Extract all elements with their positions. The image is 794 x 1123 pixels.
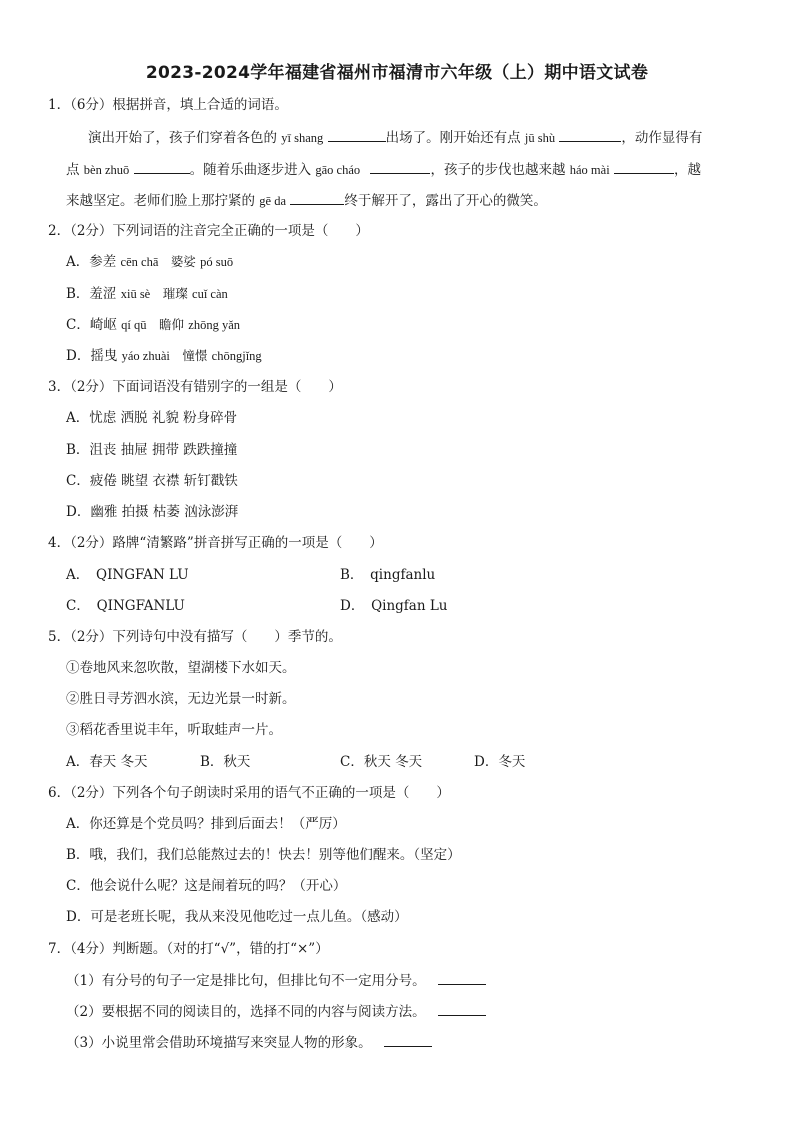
question-2-option-a[interactable]: A．参差 cēn chā 婆娑 pó suō [66,254,234,270]
answer-blank-3[interactable] [134,160,190,174]
question-5-poem-2: ②胜日寻芳泗水滨，无边光景一时新。 [66,691,296,707]
question-4-stem: 4．（2分）路牌“清繁路”拼音拼写正确的一项是（ ） [48,535,383,551]
answer-blank-6[interactable] [290,191,344,205]
pinyin-4: gāo cháo [315,163,361,177]
question-2-option-b[interactable]: B．羞涩 xiū sè 璀璨 cuǐ càn [66,286,228,302]
page-title: 2023-2024学年福建省福州市福清市六年级（上）期中语文试卷 [145,63,649,83]
question-6-option-c[interactable]: C．他会说什么呢？这是闹着玩的吗？（开心） [66,878,347,894]
answer-blank-5[interactable] [614,160,674,174]
question-7-item-1: （1）有分号的句子一定是排比句，但排比句不一定用分号。 [66,971,486,990]
question-2-stem: 2．（2分）下列词语的注音完全正确的一项是（ ） [48,223,369,239]
question-1-line-2: 点 bèn zhuō 。随着乐曲逐步进入 gāo cháo ，孩子的步伐也越来越 háo mài ，越 [66,162,701,178]
answer-blank-1[interactable] [328,128,386,142]
question-4-option-d[interactable]: D． Qingfan Lu [340,598,448,614]
question-4-option-a[interactable]: A． QINGFAN LU [66,567,189,583]
question-5-stem: 5．（2分）下列诗句中没有描写（ ）季节的。 [48,629,342,645]
question-3-option-c[interactable]: C．疲倦 眺望 衣襟 斩钉戳铁 [66,473,238,489]
question-5-option-b[interactable]: B．秋天 [200,754,251,770]
question-3-option-d[interactable]: D．幽雅 拍摄 枯萎 汹泳澎湃 [66,504,239,520]
question-3-option-a[interactable]: A．忧虑 洒脱 礼貌 粉身碎骨 [66,410,238,426]
pinyin-3: bèn zhuō [83,163,130,177]
question-4-option-b[interactable]: B． qingfanlu [340,567,436,583]
question-2-option-d[interactable]: D．摇曳 yáo zhuài 憧憬 chōngjǐng [66,348,262,364]
question-6-option-d[interactable]: D．可是老班长呢，我从来没见他吃过一点儿鱼。（感动） [66,909,408,925]
question-1-line-3: 来越坚定。老师们脸上那拧紧的 gē da 终于解开了，露出了开心的微笑。 [66,193,547,209]
question-1-line-1: 演出开始了，孩子们穿着各色的 yī shang 出场了。刚开始还有点 jū shù ，动作显得有 [88,130,703,146]
question-5-option-d[interactable]: D．冬天 [474,754,526,770]
question-2-option-c[interactable]: C．崎岖 qí qū 瞻仰 zhōng yǎn [66,317,241,333]
question-7-stem: 7．（4分）判断题。（对的打“√”，错的打“×”） [48,941,329,957]
question-6-option-a[interactable]: A．你还算是个党员吗？排到后面去！（严厉） [66,816,346,832]
question-7-item-2: （2）要根据不同的阅读目的，选择不同的内容与阅读方法。 [66,1002,486,1021]
pinyin-6: gē da [259,194,287,208]
judge-blank-2[interactable] [438,1002,486,1016]
question-7-item-3: （3）小说里常会借助环境描写来突显人物的形象。 [66,1033,432,1052]
question-6-stem: 6．（2分）下列各个句子朗读时采用的语气不正确的一项是（ ） [48,785,450,801]
question-6-option-b[interactable]: B．哦，我们，我们总能熬过去的！快去！别等他们醒来。（坚定） [66,847,461,863]
question-5-option-a[interactable]: A．春天 冬天 [66,754,148,770]
question-5-poem-1: ①卷地风来忽吹散，望湖楼下水如天。 [66,660,296,676]
judge-blank-3[interactable] [384,1033,432,1047]
question-5-poem-3: ③稻花香里说丰年，听取蛙声一片。 [66,722,282,738]
pinyin-2: jū shù [524,131,556,145]
answer-blank-4[interactable] [370,160,430,174]
answer-blank-2[interactable] [559,128,621,142]
question-3-option-b[interactable]: B．沮丧 抽屉 拥带 跌跌撞撞 [66,442,238,458]
pinyin-5: háo mài [569,163,610,177]
pinyin-1: yī shang [281,131,324,145]
question-3-stem: 3．（2分）下面词语没有错别字的一组是（ ） [48,379,342,395]
question-1-stem: 1．（6分）根据拼音，填上合适的词语。 [48,97,288,113]
judge-blank-1[interactable] [438,971,486,985]
question-4-option-c[interactable]: C． QINGFANLU [66,598,185,614]
question-5-option-c[interactable]: C．秋天 冬天 [340,754,423,770]
